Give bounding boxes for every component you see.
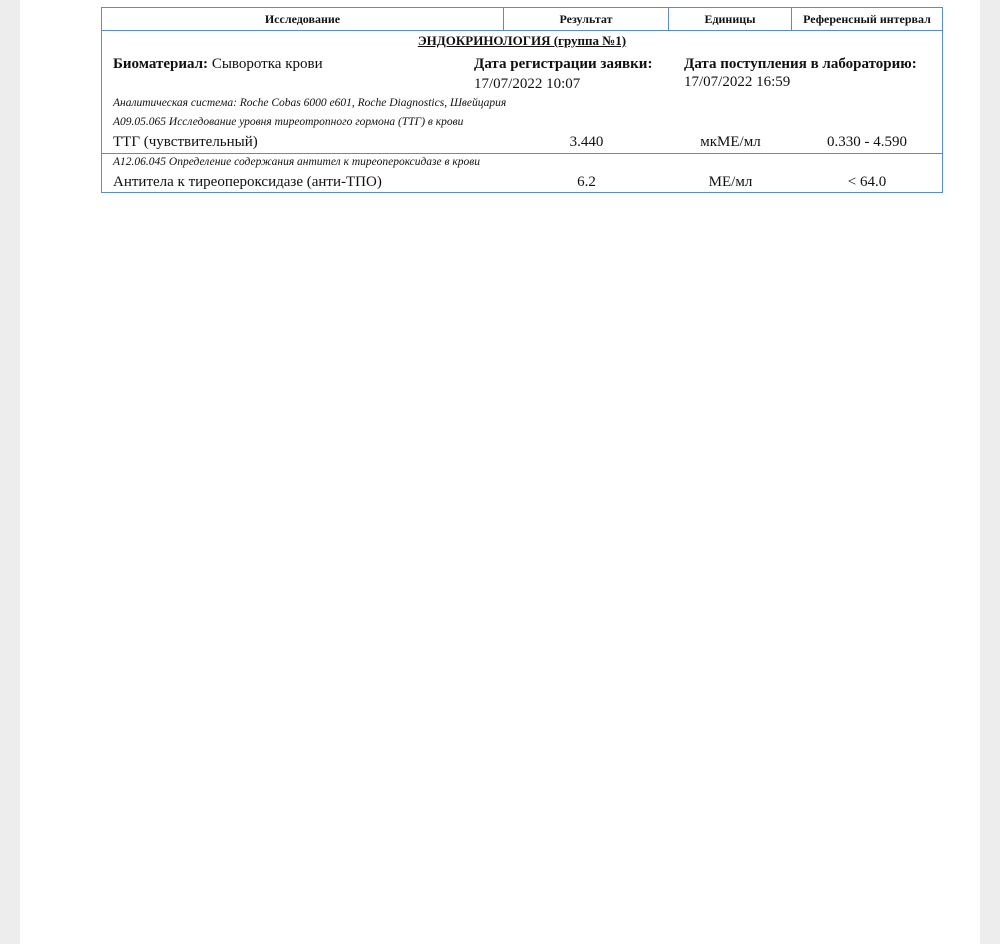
row-result: 3.440: [569, 134, 604, 150]
arrival-value: 17/07/2022 16:59: [684, 74, 791, 90]
row-test-name: ТТГ (чувствительный): [113, 134, 258, 150]
row-units: мкМЕ/мл: [700, 134, 761, 150]
row-reference: < 64.0: [847, 174, 887, 190]
anti-tpo-section: [102, 154, 942, 192]
section-title: ЭНДОКРИНОЛОГИЯ (группа №1): [417, 33, 627, 48]
biomaterial: [113, 56, 323, 73]
table-header: [102, 8, 942, 31]
header-units: Единицы: [669, 8, 792, 30]
endocrinology-section: [102, 31, 942, 154]
analytic-system: Аналитическая система: Roche Cobas 6000 e601, Roche Diagnostics, Швейцария: [113, 97, 507, 109]
row-units: МЕ/мл: [708, 174, 753, 190]
document-page: [20, 0, 980, 944]
row-test-name: Антитела к тиреопероксидазе (анти-ТПО): [113, 174, 382, 190]
biomaterial-label: Биоматериал:: [113, 56, 209, 72]
row-code: A12.06.045 Определение содержания антител к тиреопероксидазе в крови: [113, 156, 481, 168]
row-reference: 0.330 - 4.590: [827, 134, 907, 150]
arrival-label: Дата поступления в лабораторию:: [684, 56, 917, 72]
row-result: 6.2: [577, 174, 596, 190]
registration-label: Дата регистрации заявки:: [474, 56, 653, 72]
header-test: Исследование: [102, 8, 504, 30]
header-reference: Референсный интервал: [803, 11, 931, 26]
biomaterial-value: Сыворотка крови: [211, 56, 323, 72]
registration-value: 17/07/2022 10:07: [474, 76, 581, 92]
row-code: A09.05.065 Исследование уровня тиреотропного гормона (ТТГ) в крови: [113, 116, 464, 128]
header-result: Результат: [504, 8, 669, 30]
lab-report-table: [101, 7, 943, 193]
